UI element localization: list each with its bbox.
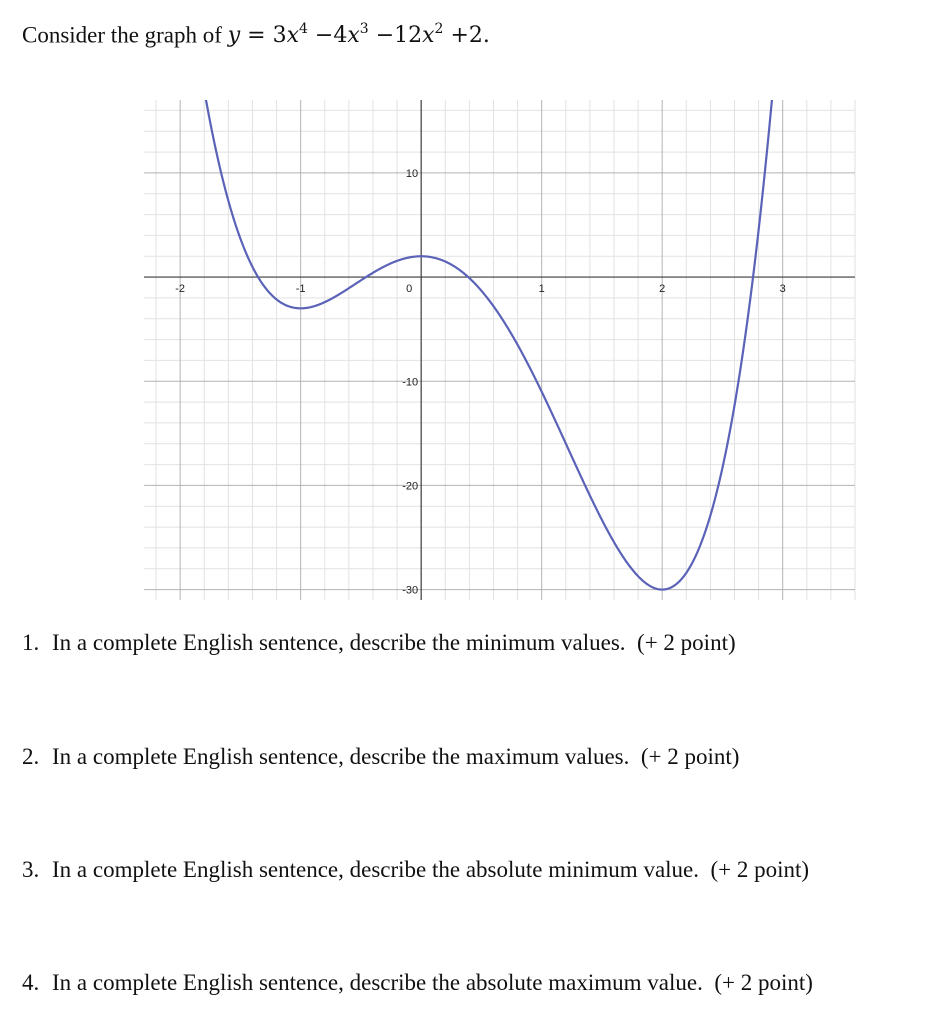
- eq-term-3-coef: −12: [375, 23, 423, 49]
- axes: [144, 100, 855, 600]
- x-tick-label: -2: [175, 283, 186, 296]
- question-1: [22, 628, 736, 658]
- question-3: [22, 855, 809, 885]
- eq-term-1-var: x: [286, 23, 299, 49]
- y-tick-label: -20: [402, 480, 419, 493]
- question-number: 3.: [22, 857, 40, 882]
- eq-term-2-exp: 3: [359, 21, 369, 37]
- question-4: [22, 968, 813, 998]
- eq-y: y: [227, 23, 241, 49]
- question-number: 4.: [22, 970, 40, 995]
- major-gridlines: [144, 100, 855, 600]
- question-text: In a complete English sentence, describe the absolute minimum value. (+ 2 point): [52, 857, 810, 882]
- question-number: 1.: [22, 630, 40, 655]
- x-tick-label: 3: [779, 283, 786, 296]
- question-number: 2.: [22, 744, 40, 769]
- question-text: In a complete English sentence, describe the maximum values. (+ 2 point): [52, 744, 740, 769]
- x-tick-label: -1: [295, 283, 306, 296]
- eq-term-4: +2.: [450, 23, 490, 49]
- x-tick-label: 1: [538, 283, 545, 296]
- minor-gridlines: [144, 100, 855, 600]
- problem-lead: Consider the graph of: [22, 22, 222, 48]
- eq-term-1-coef: 3: [272, 23, 287, 49]
- question-text: In a complete English sentence, describe the absolute maximum value. (+ 2 point): [52, 970, 813, 995]
- question-text: In a complete English sentence, describe the minimum values. (+ 2 point): [52, 630, 736, 655]
- eq-term-1-exp: 4: [298, 21, 308, 37]
- x-tick-label: 0: [406, 283, 413, 296]
- x-tick-label: 2: [659, 283, 666, 296]
- tick-labels: [175, 168, 785, 597]
- question-2: [22, 742, 739, 772]
- eq-term-2-coef: −4: [314, 23, 348, 49]
- y-tick-label: 10: [405, 167, 419, 180]
- y-tick-label: -10: [402, 376, 419, 389]
- function-curve: [206, 98, 772, 590]
- eq-equals: =: [247, 23, 266, 49]
- y-tick-label: -30: [402, 584, 419, 597]
- eq-term-3-var: x: [422, 23, 435, 49]
- eq-term-3-exp: 2: [434, 21, 444, 37]
- eq-term-2-var: x: [347, 23, 360, 49]
- curve-group: [206, 98, 772, 590]
